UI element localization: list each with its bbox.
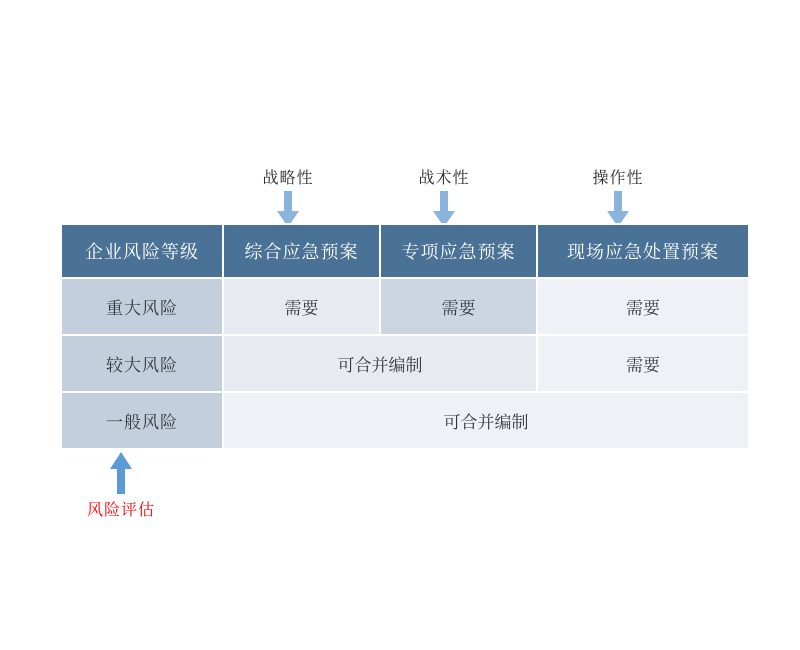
arrow-down-icon-tactical [433,191,455,227]
row-header-large-risk: 较大风险 [61,335,223,392]
row-header-general-risk: 一般风险 [61,392,223,449]
cell-major-special: 需要 [380,278,537,335]
table-row [61,392,749,449]
cell-large-onsite: 需要 [537,335,749,392]
annotation-label-tactical: 战术性 [418,170,470,187]
annotation-label-strategic: 战略性 [262,170,314,187]
cell-major-onsite: 需要 [537,278,749,335]
table-row [61,335,749,392]
cell-major-comprehensive: 需要 [223,278,380,335]
header-cell-onsite-plan: 现场应急处置预案 [537,224,749,278]
arrow-down-icon-operational [607,191,629,227]
cell-large-merged-plan: 可合并编制 [223,335,537,392]
row-header-major-risk: 重大风险 [61,278,223,335]
header-cell-risk-level: 企业风险等级 [61,224,223,278]
risk-plan-matrix [60,223,750,450]
table-header-row [61,224,749,278]
annotation-label-risk-assessment: 风险评估 [86,502,155,519]
annotation-label-operational: 操作性 [592,170,644,187]
header-cell-special-plan: 专项应急预案 [380,224,537,278]
table-row [61,278,749,335]
cell-general-merged-plan: 可合并编制 [223,392,749,449]
header-cell-comprehensive-plan: 综合应急预案 [223,224,380,278]
arrow-down-icon-strategic [277,191,299,227]
arrow-up-icon-risk-assessment [110,452,132,494]
